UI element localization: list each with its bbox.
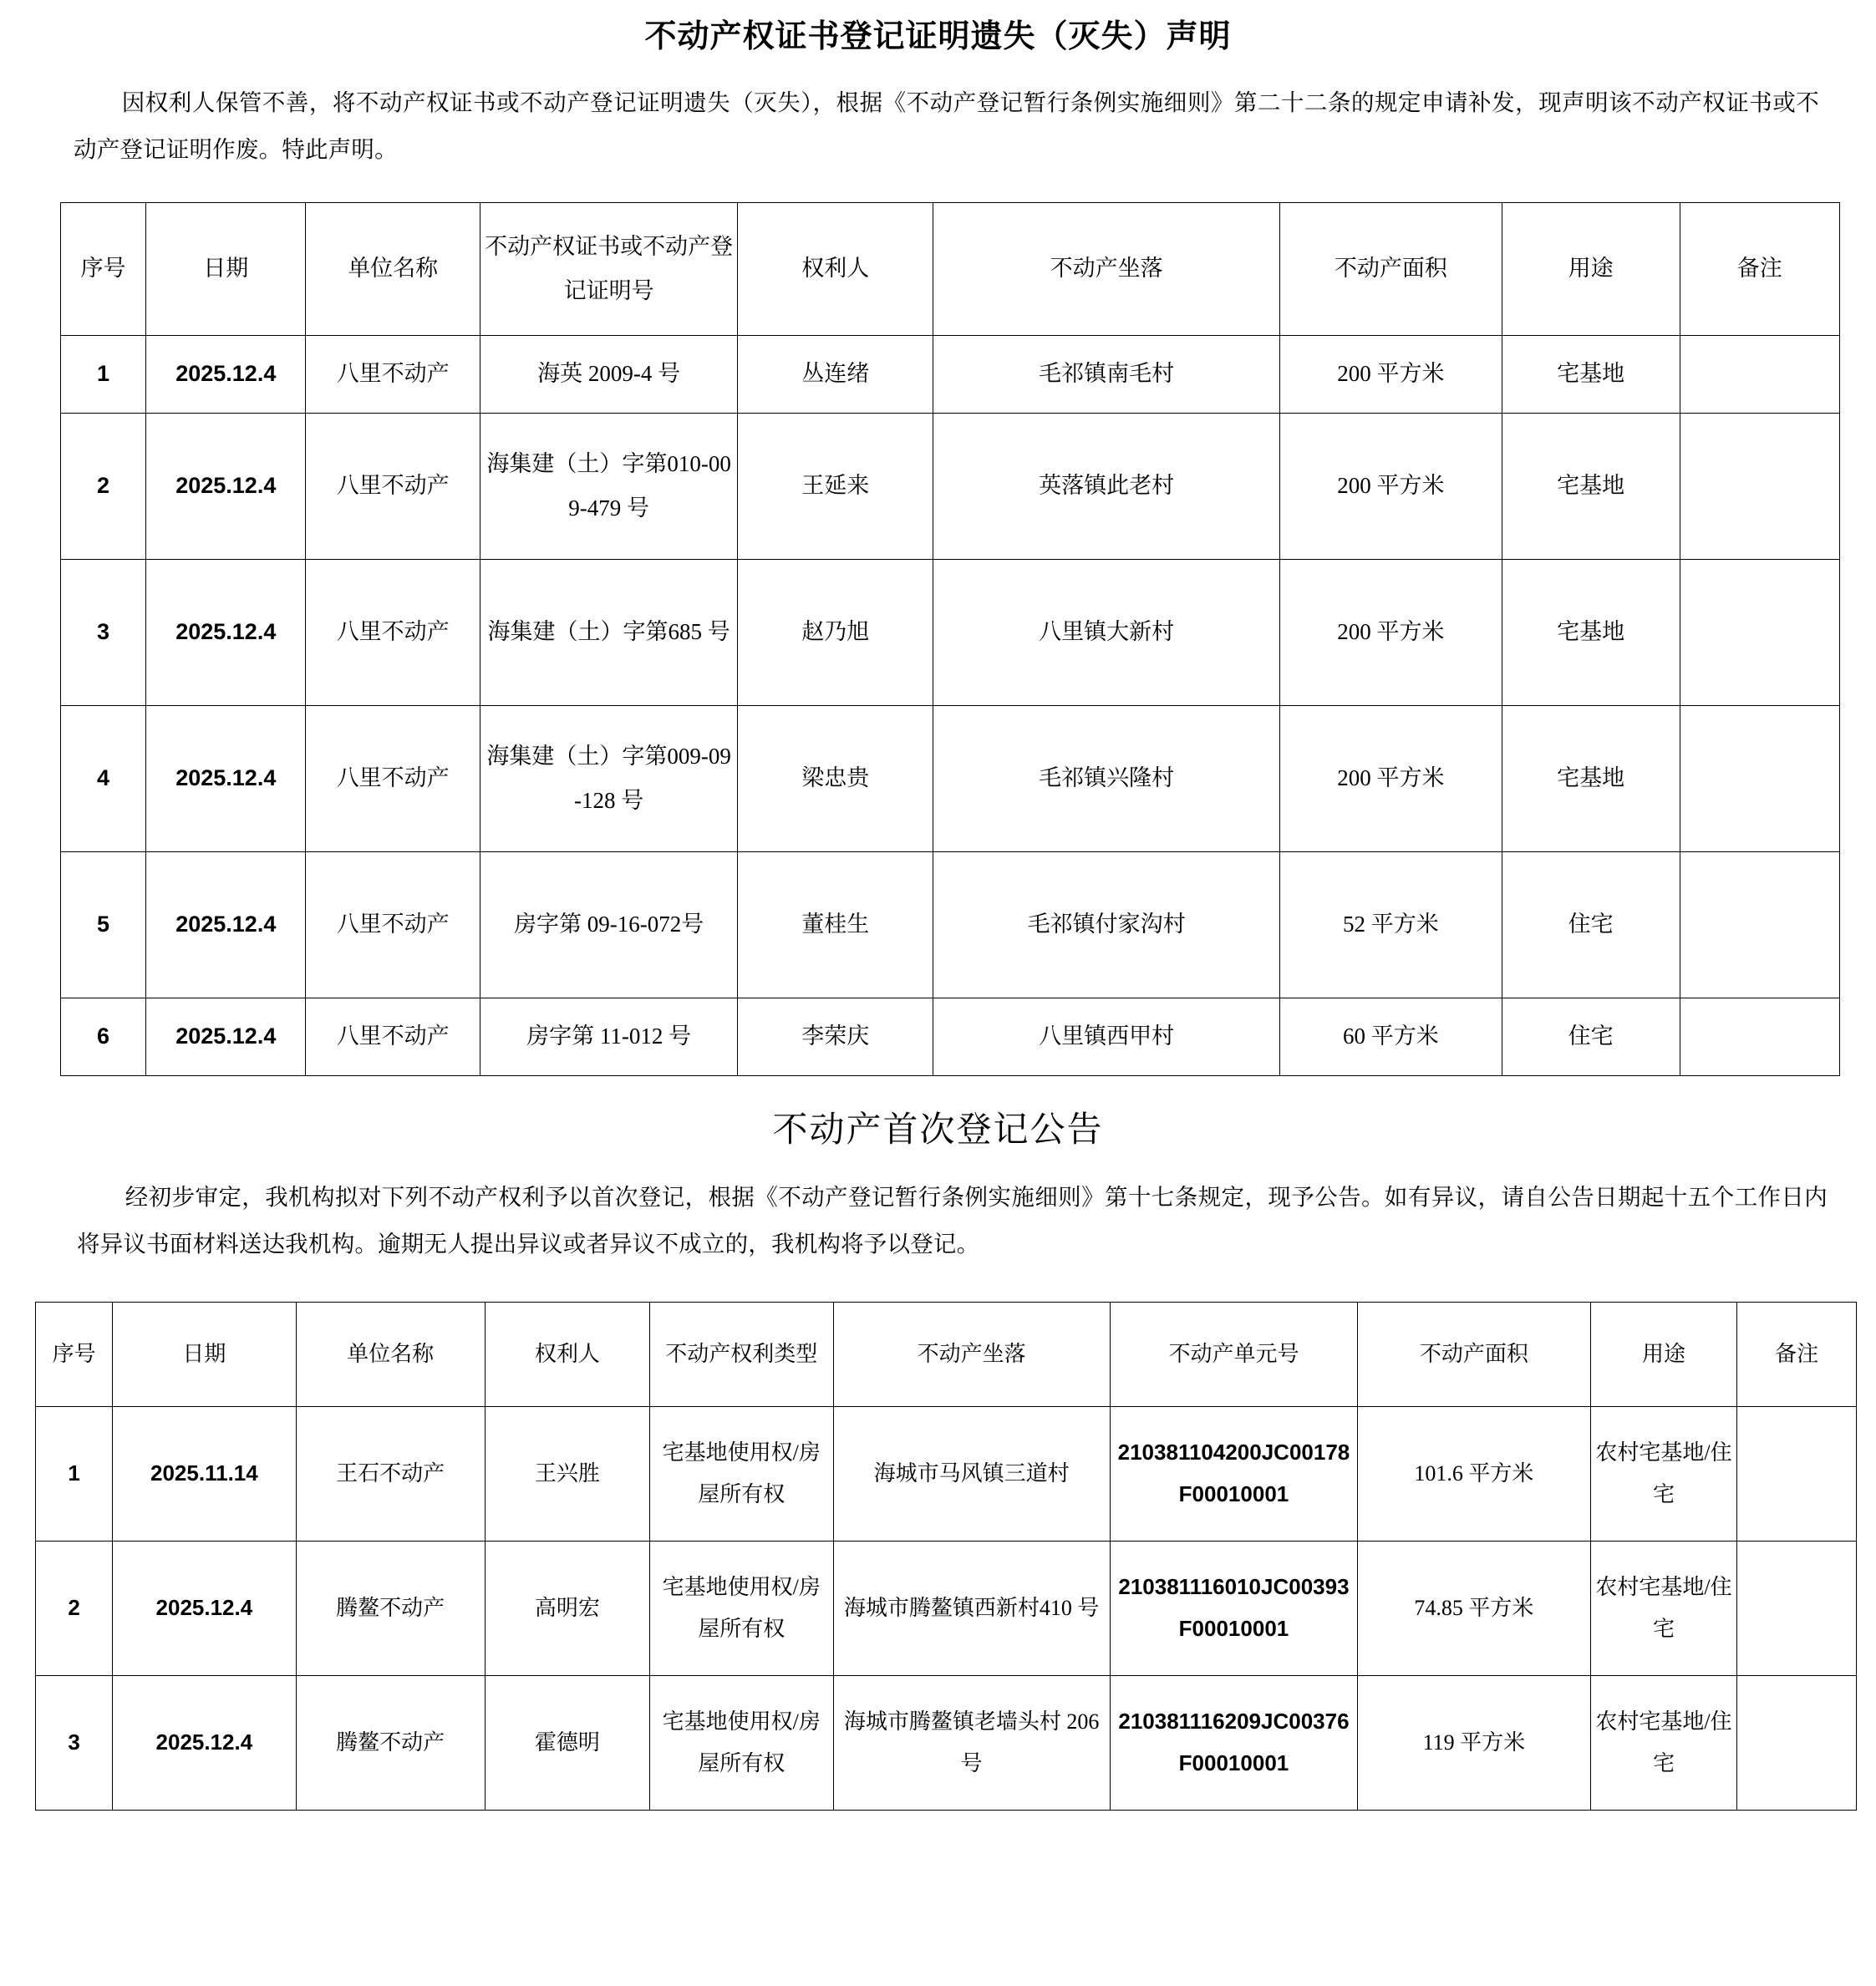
page-title-loss-declaration: 不动产权证书登记证明遗失（灭失）声明 [644, 19, 1232, 54]
cell-no: 1 [36, 1406, 113, 1541]
table-row [36, 1406, 1857, 1541]
column-header-unit-no: 不动产单元号 [1110, 1302, 1357, 1406]
cell-unit: 腾鳌不动产 [296, 1541, 485, 1675]
cell-no: 4 [61, 705, 146, 851]
table-row [61, 335, 1840, 413]
column-header-unit: 单位名称 [296, 1302, 485, 1406]
table-header-row [36, 1302, 1857, 1406]
cell-date: 2025.12.4 [113, 1675, 296, 1810]
cell-location: 海城市腾鳌镇老墙头村 206 号 [833, 1675, 1110, 1810]
cell-remark [1680, 998, 1840, 1075]
cell-area: 200 平方米 [1279, 335, 1502, 413]
column-header-use: 用途 [1590, 1302, 1737, 1406]
column-header-owner: 权利人 [738, 202, 933, 335]
cell-remark [1680, 335, 1840, 413]
cell-area: 200 平方米 [1279, 559, 1502, 705]
cell-owner: 丛连绪 [738, 335, 933, 413]
cell-unit-no: 210381116010JC00393F00010001 [1110, 1541, 1357, 1675]
cell-cert-no: 海集建（土）字第010-009-479 号 [480, 413, 737, 559]
table-row [36, 1541, 1857, 1675]
loss-declaration-table [60, 202, 1840, 1076]
table-row [61, 559, 1840, 705]
column-header-right-type: 不动产权利类型 [650, 1302, 833, 1406]
cell-unit: 八里不动产 [306, 998, 480, 1075]
cell-unit: 腾鳌不动产 [296, 1675, 485, 1810]
column-header-owner: 权利人 [485, 1302, 649, 1406]
column-header-location: 不动产坐落 [933, 202, 1280, 335]
cell-owner: 王兴胜 [485, 1406, 649, 1541]
cell-remark [1737, 1675, 1857, 1810]
cell-owner: 王延来 [738, 413, 933, 559]
cell-area: 101.6 平方米 [1358, 1406, 1591, 1541]
table-row [61, 998, 1840, 1075]
cell-cert-no: 海集建（土）字第009-09-128 号 [480, 705, 737, 851]
cell-right-type: 宅基地使用权/房屋所有权 [650, 1541, 833, 1675]
cell-location: 毛祁镇南毛村 [933, 335, 1280, 413]
cell-remark [1737, 1406, 1857, 1541]
column-header-cert-no: 不动产权证书或不动产登记证明号 [480, 202, 737, 335]
table-row [61, 413, 1840, 559]
cell-unit: 八里不动产 [306, 335, 480, 413]
table-row [61, 705, 1840, 851]
first-registration-paragraph: 经初步审定，我机构拟对下列不动产权利予以首次登记，根据《不动产登记暂行条例实施细则》第十七条规定，现予公告。如有异议，请自公告日期起十五个工作日内将异议书面材料送达我机构。逾期无人提出异议或者异议不成立的，我机构将予以登记。 [77, 1183, 1828, 1257]
column-header-unit: 单位名称 [306, 202, 480, 335]
column-header-date: 日期 [146, 202, 306, 335]
cell-location: 英落镇此老村 [933, 413, 1280, 559]
cell-use: 农村宅基地/住宅 [1590, 1406, 1737, 1541]
cell-use: 宅基地 [1502, 559, 1680, 705]
cell-location: 海城市腾鳌镇西新村410 号 [833, 1541, 1110, 1675]
cell-cert-no: 房字第 09-16-072号 [480, 851, 737, 998]
cell-owner: 董桂生 [738, 851, 933, 998]
cell-location: 海城市马风镇三道村 [833, 1406, 1110, 1541]
cell-use: 宅基地 [1502, 413, 1680, 559]
cell-location: 八里镇大新村 [933, 559, 1280, 705]
cell-unit: 八里不动产 [306, 851, 480, 998]
cell-date: 2025.12.4 [146, 705, 306, 851]
cell-location: 毛祁镇付家沟村 [933, 851, 1280, 998]
cell-date: 2025.12.4 [146, 335, 306, 413]
cell-no: 3 [36, 1675, 113, 1810]
cell-cert-no: 海集建（土）字第685 号 [480, 559, 737, 705]
cell-remark [1680, 413, 1840, 559]
cell-unit: 王石不动产 [296, 1406, 485, 1541]
cell-date: 2025.12.4 [146, 413, 306, 559]
cell-owner: 李荣庆 [738, 998, 933, 1075]
cell-use: 宅基地 [1502, 335, 1680, 413]
cell-unit-no: 210381104200JC00178F00010001 [1110, 1406, 1357, 1541]
cell-use: 住宅 [1502, 851, 1680, 998]
cell-area: 52 平方米 [1279, 851, 1502, 998]
cell-no: 5 [61, 851, 146, 998]
cell-no: 3 [61, 559, 146, 705]
cell-date: 2025.12.4 [113, 1541, 296, 1675]
cell-no: 6 [61, 998, 146, 1075]
cell-area: 200 平方米 [1279, 413, 1502, 559]
cell-location: 八里镇西甲村 [933, 998, 1280, 1075]
cell-remark [1737, 1541, 1857, 1675]
cell-cert-no: 海英 2009-4 号 [480, 335, 737, 413]
cell-unit: 八里不动产 [306, 413, 480, 559]
page-title-first-registration: 不动产首次登记公告 [772, 1110, 1104, 1150]
column-header-no: 序号 [36, 1302, 113, 1406]
column-header-date: 日期 [113, 1302, 296, 1406]
column-header-location: 不动产坐落 [833, 1302, 1110, 1406]
column-header-remark: 备注 [1680, 202, 1840, 335]
cell-unit: 八里不动产 [306, 705, 480, 851]
cell-use: 农村宅基地/住宅 [1590, 1675, 1737, 1810]
cell-owner: 梁忠贵 [738, 705, 933, 851]
column-header-no: 序号 [61, 202, 146, 335]
cell-date: 2025.11.14 [113, 1406, 296, 1541]
cell-owner: 高明宏 [485, 1541, 649, 1675]
cell-no: 1 [61, 335, 146, 413]
cell-area: 119 平方米 [1358, 1675, 1591, 1810]
table-row [36, 1675, 1857, 1810]
cell-remark [1680, 705, 1840, 851]
cell-use: 农村宅基地/住宅 [1590, 1541, 1737, 1675]
column-header-area: 不动产面积 [1358, 1302, 1591, 1406]
column-header-area: 不动产面积 [1279, 202, 1502, 335]
loss-declaration-paragraph: 因权利人保管不善，将不动产权证书或不动产登记证明遗失（灭失），根据《不动产登记暂行条例实施细则》第二十二条的规定申请补发，现声明该不动产权证书或不动产登记证明作废。特此声明。 [74, 89, 1819, 163]
cell-cert-no: 房字第 11-012 号 [480, 998, 737, 1075]
table-row [61, 851, 1840, 998]
cell-unit-no: 210381116209JC00376F00010001 [1110, 1675, 1357, 1810]
cell-area: 200 平方米 [1279, 705, 1502, 851]
cell-area: 74.85 平方米 [1358, 1541, 1591, 1675]
cell-no: 2 [61, 413, 146, 559]
table-header-row [61, 202, 1840, 335]
column-header-remark: 备注 [1737, 1302, 1857, 1406]
cell-date: 2025.12.4 [146, 998, 306, 1075]
cell-owner: 霍德明 [485, 1675, 649, 1810]
cell-right-type: 宅基地使用权/房屋所有权 [650, 1675, 833, 1810]
cell-right-type: 宅基地使用权/房屋所有权 [650, 1406, 833, 1541]
cell-area: 60 平方米 [1279, 998, 1502, 1075]
cell-use: 住宅 [1502, 998, 1680, 1075]
cell-location: 毛祁镇兴隆村 [933, 705, 1280, 851]
cell-remark [1680, 851, 1840, 998]
cell-date: 2025.12.4 [146, 559, 306, 705]
cell-no: 2 [36, 1541, 113, 1675]
cell-owner: 赵乃旭 [738, 559, 933, 705]
cell-remark [1680, 559, 1840, 705]
cell-use: 宅基地 [1502, 705, 1680, 851]
cell-unit: 八里不动产 [306, 559, 480, 705]
first-registration-table [35, 1302, 1857, 1811]
cell-date: 2025.12.4 [146, 851, 306, 998]
column-header-use: 用途 [1502, 202, 1680, 335]
